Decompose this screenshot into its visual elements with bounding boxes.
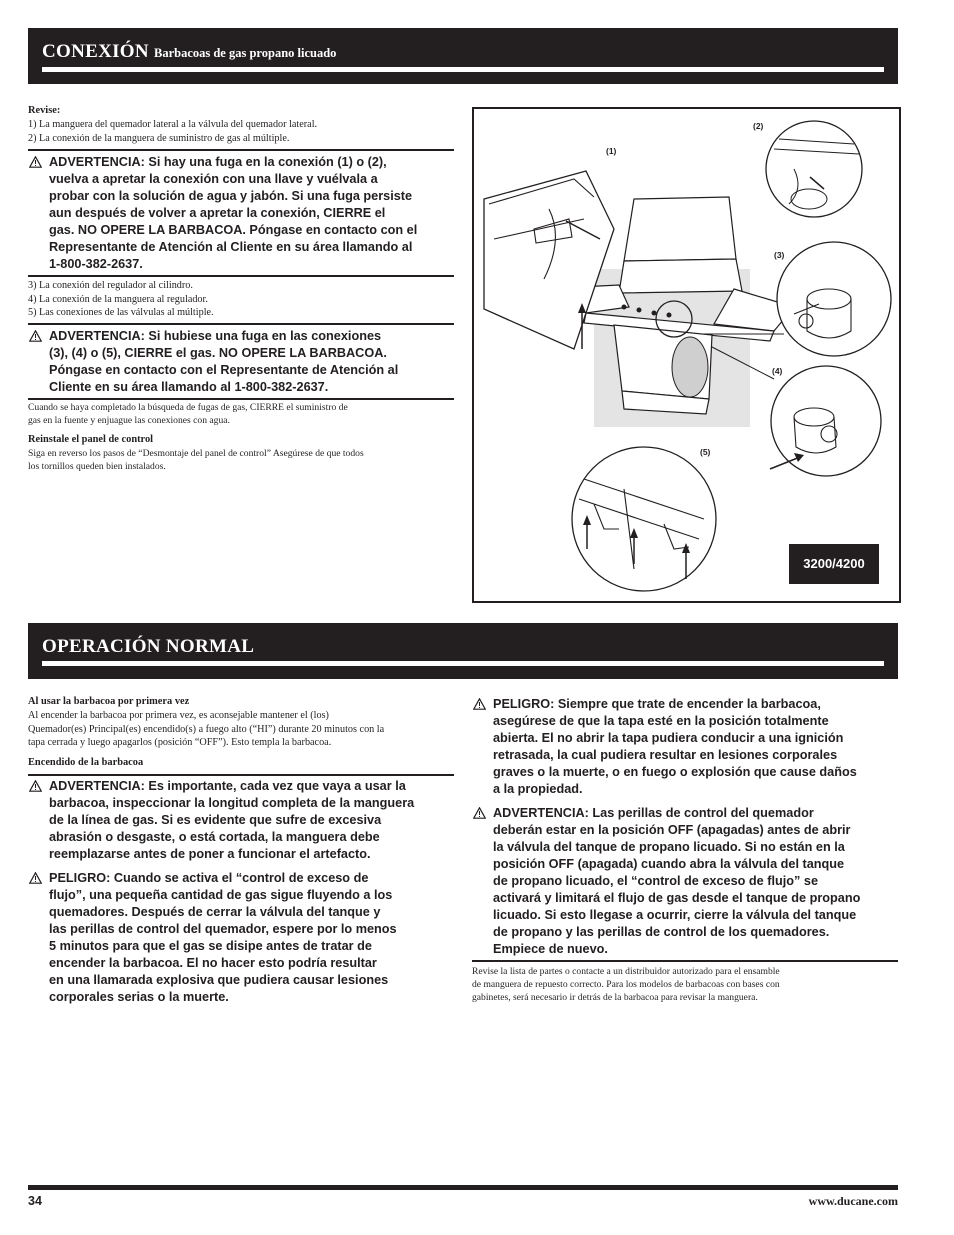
warning-triangle-icon bbox=[473, 698, 486, 710]
list-item: 4) La conexión de la manguera al regulador. bbox=[28, 293, 208, 305]
first-use-text: Al encender la barbacoa por primera vez, es aconsejable mantener el (los) Quemador(es) Principal(es) encendido(s) a fuego alto (“HI”) durante 20 minutos con la tapa cerrada y luego apagarlos (posición “OFF”). Esto templa la barbacoa. bbox=[28, 710, 385, 748]
grill-illustration bbox=[474, 109, 901, 603]
warning-leak-3-5: ADVERTENCIA: Si hubiese una fuga en las conexiones (3), (4) o (5), CIERRE el gas. NO OPERE LA BARBACOA. Póngase en contacto con el Representante de Atención al Cliente en su área llamando al 1-800-382-2637. bbox=[28, 328, 454, 396]
list-item: 2) La conexión de la manguera de suministro de gas al múltiple. bbox=[28, 132, 290, 144]
parts-note: Revise la lista de partes o contacte a un distribuidor autorizado para el ensamble de manguera de repuesto correcto. Para los modelos de barbacoas con bases con gabinetes, será necesario ir detrás de la barbacoa para revisar la manguera. bbox=[472, 966, 780, 1003]
figure-label-2: (2) bbox=[753, 121, 764, 131]
warning-triangle-icon bbox=[473, 807, 486, 819]
warning-leak-1-2: ADVERTENCIA: Si hay una fuga en la conexión (1) o (2), vuelva a apretar la conexión con una llave y vuélvala a probar con la solución de agua y jabón. Si una fuga persiste aun después de volver a apretar la conexión, CIERRE el gas. NO OPERE LA BARBACOA. Póngase en contacto con el Representante de Atención al Cliente en su área llamando al 1-800-382-2637. bbox=[28, 154, 454, 273]
warning-hose-inspection: ADVERTENCIA: Es importante, cada vez que vaya a usar la barbacoa, inspeccionar la longitud completa de la manguera de la línea de gas. Si es evidente que sufre de excesiva abrasión o desgaste, o está cortada, la manguera debe reemplazarse antes de poner a funcionar el artefacto. bbox=[28, 778, 454, 863]
section-title: OPERACIÓN NORMAL bbox=[42, 636, 255, 657]
divider bbox=[28, 323, 454, 325]
warning-triangle-icon bbox=[29, 156, 42, 168]
page-number: 34 bbox=[28, 1194, 42, 1208]
lighting-heading: Encendido de la barbacoa bbox=[28, 756, 144, 768]
divider bbox=[28, 774, 454, 776]
warning-triangle-icon bbox=[29, 780, 42, 792]
check-list-2 bbox=[28, 279, 454, 320]
model-badge: 3200/4200 bbox=[789, 544, 879, 584]
section-header-operacion bbox=[28, 623, 898, 679]
reinstall-text: Siga en reverso los pasos de “Desmontaje del panel de control” Asegúrese de que todos los tornillos queden bien instalados. bbox=[28, 447, 364, 472]
divider bbox=[28, 398, 454, 400]
header-rule bbox=[42, 67, 884, 72]
section-title: CONEXIÓN Barbacoas de gas propano licuado bbox=[42, 41, 337, 62]
section-header-conexion bbox=[28, 28, 898, 84]
connections-figure bbox=[472, 107, 901, 603]
rinse-note: Cuando se haya completado la búsqueda de fugas de gas, CIERRE el suministro de gas en la fuente y enjuague las conexiones con agua. bbox=[28, 401, 348, 426]
list-item: 5) Las conexiones de las válvulas al múltiple. bbox=[28, 307, 214, 318]
operation-left-column bbox=[28, 695, 454, 1006]
website-link[interactable]: www.ducane.com bbox=[808, 1194, 898, 1208]
footer-rule bbox=[28, 1185, 898, 1190]
warning-triangle-icon bbox=[29, 872, 42, 884]
check-heading: Revise: bbox=[28, 105, 61, 116]
divider bbox=[28, 149, 454, 151]
divider bbox=[28, 275, 454, 277]
list-item: 3) La conexión del regulador al cilindro. bbox=[28, 280, 193, 291]
check-list-1 bbox=[28, 118, 454, 145]
reinstall-heading: Reinstale el panel de control bbox=[28, 433, 154, 445]
divider bbox=[472, 960, 898, 962]
section-subtitle: Barbacoas de gas propano licuado bbox=[153, 46, 337, 60]
figure-label-1: (1) bbox=[606, 146, 617, 156]
operation-right-column bbox=[472, 696, 898, 1004]
list-item: 1) La manguera del quemador lateral a la válvula del quemador lateral. bbox=[28, 119, 318, 130]
figure-label-3: (3) bbox=[774, 250, 785, 260]
header-rule bbox=[42, 661, 884, 666]
warning-knobs-off: ADVERTENCIA: Las perillas de control del quemador deberán estar en la posición OFF (apagadas) antes de abrir la válvula del tanque de propano licuado. Si no están en la posición OFF (apagada) cuando abra la válvula del tanque de propano licuado, el “control de exceso de flujo” se activará y limitará el flujo de gas desde el tanque de propano licuado. Si esto llegase a ocurrir, cierre la válvula del tanque de propano y las perillas de control de los quemadores. Empiece de nuevo. bbox=[472, 805, 898, 958]
figure-label-5: (5) bbox=[700, 447, 711, 457]
danger-lid-open: PELIGRO: Siempre que trate de encender la barbacoa, asegúrese de que la tapa esté en la posición totalmente abierta. El no abrir la tapa pudiera conducir a una ignición retrasada, la cual pudiera resultar en lesiones corporales graves o la muerte, o en fuego o explosión que cause daños a la propiedad. bbox=[472, 696, 898, 798]
first-use-heading: Al usar la barbacoa por primera vez bbox=[28, 696, 190, 707]
danger-excess-flow: PELIGRO: Cuando se activa el “control de exceso de flujo”, una pequeña cantidad de gas sigue fluyendo a los quemadores. Después de cerrar la válvula del tanque y las perillas de control del quemador, espere por lo menos 5 minutos para que el gas se disipe antes de tratar de encender la barbacoa. El no hacer esto podría resultar en una llamarada explosiva que pudiera causar lesiones corporales serias o la muerte. bbox=[28, 870, 454, 1006]
figure-label-4: (4) bbox=[772, 366, 783, 376]
warning-triangle-icon bbox=[29, 330, 42, 342]
check-column bbox=[28, 104, 454, 473]
